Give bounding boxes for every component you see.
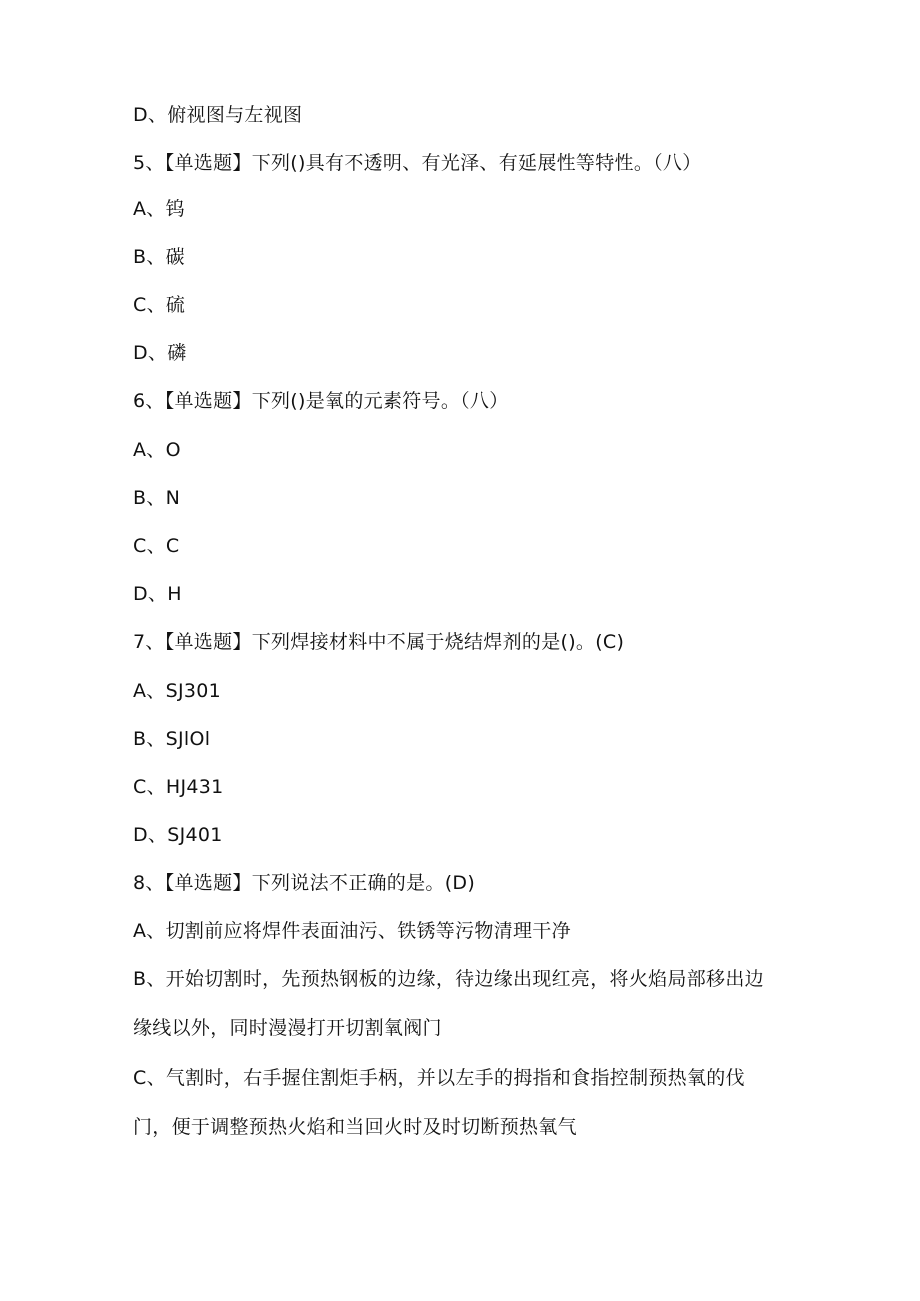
- question-8-option-a: A、切割前应将焊件表面油污、铁锈等污物清理干净: [133, 920, 571, 942]
- question-5-option-d: D、磷: [133, 342, 187, 364]
- question-8-option-c-line-1: C、气割时，右手握住割炬手柄，并以左手的拇指和食指控制预热氧的伐: [133, 1067, 745, 1089]
- question-4-option-d: D、俯视图与左视图: [133, 104, 303, 126]
- question-8-option-b-line-1: B、开始切割时，先预热钢板的边缘，待边缘出现红亮，将火焰局部移出边: [133, 968, 764, 990]
- question-6-option-c: C、C: [133, 535, 180, 557]
- question-7-option-a: A、SJ301: [133, 680, 222, 702]
- question-5-option-c: C、硫: [133, 294, 186, 316]
- question-8-option-c-line-2: 门，便于调整预热火焰和当回火时及时切断预热氧气: [133, 1116, 577, 1138]
- question-7-option-c: C、HJ431: [133, 776, 224, 798]
- question-7-text: 7、【单选题】下列焊接材料中不属于烧结焊剂的是()。(C): [133, 631, 625, 653]
- question-7-option-d: D、SJ401: [133, 824, 223, 846]
- question-5-text: 5、【单选题】下列()具有不透明、有光泽、有延展性等特性。（八）: [133, 152, 702, 174]
- question-7-option-b: B、SJlOl: [133, 728, 211, 750]
- question-8-text: 8、【单选题】下列说法不正确的是。(D): [133, 872, 476, 894]
- question-5-option-a: A、钨: [133, 198, 185, 220]
- question-6-option-b: B、N: [133, 487, 181, 509]
- question-6-text: 6、【单选题】下列()是氧的元素符号。（八）: [133, 390, 509, 412]
- question-6-option-d: D、H: [133, 583, 182, 605]
- question-5-option-b: B、碳: [133, 246, 185, 268]
- question-6-option-a: A、O: [133, 439, 181, 461]
- question-8-option-b-line-2: 缘线以外，同时漫漫打开切割氧阀门: [133, 1017, 442, 1039]
